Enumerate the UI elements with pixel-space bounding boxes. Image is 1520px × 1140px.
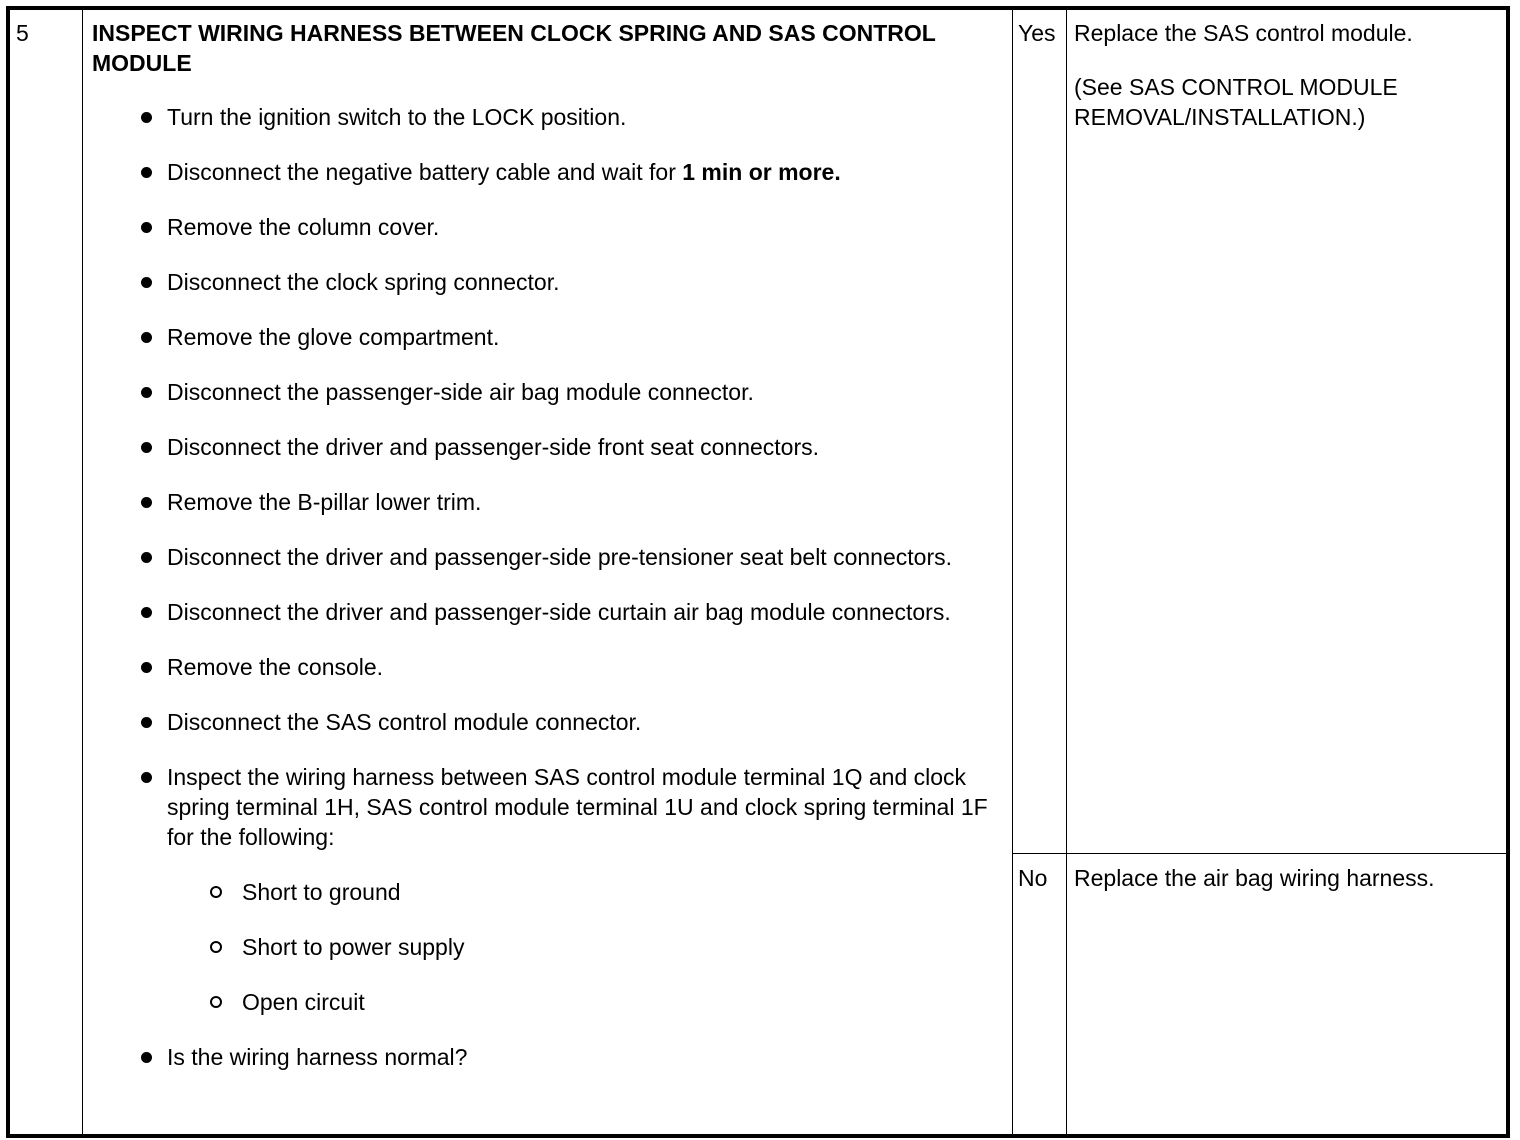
procedure-item — [92, 267, 1007, 297]
result-yes-action: Replace the SAS control module. — [1074, 20, 1413, 46]
procedure-item-text: Inspect the wiring harness between SAS control module terminal 1Q and clock spring terminal 1H, SAS control module terminal 1U and clock spring terminal 1F for the following: — [167, 764, 988, 850]
column-divider-procedure — [1012, 10, 1013, 1134]
inspection-check-item — [167, 877, 1007, 907]
diagnostic-step-table — [6, 6, 1510, 1138]
procedure-item-text: Disconnect the SAS control module connector. — [167, 709, 642, 735]
result-no-action: Replace the air bag wiring harness. — [1074, 865, 1435, 891]
result-yes-label: Yes — [1018, 20, 1056, 46]
procedure-item — [92, 432, 1007, 462]
procedure-item-text: Disconnect the driver and passenger-side front seat connectors. — [167, 434, 820, 460]
column-divider-result — [1066, 10, 1067, 1134]
procedure-item — [92, 652, 1007, 682]
inspection-check-text: Short to power supply — [242, 934, 465, 960]
procedure-item-text: Disconnect the clock spring connector. — [167, 269, 560, 295]
inspection-check-text: Short to ground — [242, 879, 401, 905]
inspection-check-item — [167, 932, 1007, 962]
procedure-item-text: Disconnect the driver and passenger-side curtain air bag module connectors. — [167, 599, 951, 625]
procedure-list — [92, 102, 1007, 1097]
procedure-item-text: Disconnect the negative battery cable and wait for — [167, 159, 683, 185]
procedure-item-text: Remove the column cover. — [167, 214, 440, 240]
procedure-item — [92, 212, 1007, 242]
procedure-item — [92, 322, 1007, 352]
procedure-item — [92, 157, 1007, 187]
procedure-item-text: Remove the glove compartment. — [167, 324, 500, 350]
wait-duration: 1 min or more. — [682, 159, 841, 185]
procedure-item-text: Remove the B-pillar lower trim. — [167, 489, 482, 515]
procedure-item — [92, 542, 1007, 572]
result-no-label: No — [1018, 865, 1048, 891]
procedure-question — [92, 1042, 1007, 1072]
step-title: INSPECT WIRING HARNESS BETWEEN CLOCK SPRING AND SAS CONTROL MODULE — [92, 20, 936, 76]
procedure-item-text: Disconnect the driver and passenger-side pre-tensioner seat belt connectors. — [167, 544, 952, 570]
procedure-item — [92, 597, 1007, 627]
result-yes-reference: (See SAS CONTROL MODULE REMOVAL/INSTALLATION.) — [1074, 74, 1398, 130]
procedure-item — [92, 102, 1007, 132]
inspection-checks — [167, 877, 1007, 1017]
procedure-item-text: Disconnect the passenger-side air bag module connector. — [167, 379, 754, 405]
step-number: 5 — [16, 20, 29, 46]
inspection-check-item — [167, 987, 1007, 1017]
procedure-item — [92, 707, 1007, 737]
inspection-check-text: Open circuit — [242, 989, 365, 1015]
procedure-item — [92, 762, 1007, 1017]
row-divider-yes-no — [1012, 853, 1506, 854]
procedure-item-text: Remove the console. — [167, 654, 384, 680]
column-divider-step — [82, 10, 83, 1134]
procedure-item-text: Is the wiring harness normal? — [167, 1044, 468, 1070]
procedure-item — [92, 377, 1007, 407]
procedure-item-text: Turn the ignition switch to the LOCK position. — [167, 104, 627, 130]
procedure-item — [92, 487, 1007, 517]
